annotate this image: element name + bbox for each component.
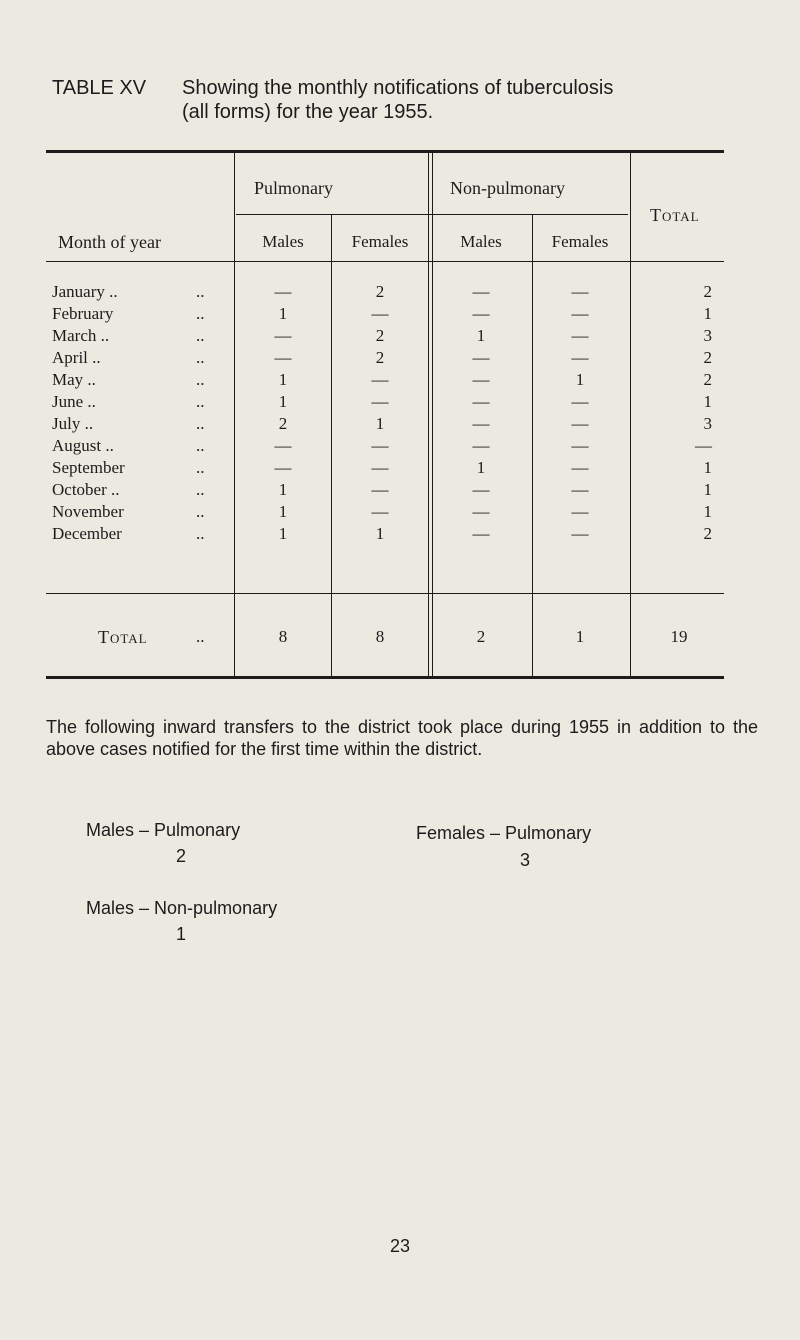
pulmonary-females-cell: 2: [375, 326, 385, 345]
grand-total: 19: [670, 627, 688, 646]
leader-dots: ..: [196, 392, 205, 411]
total-cell: 2: [703, 370, 712, 389]
pulmonary-females-cell: 1: [375, 414, 385, 433]
non-pulmonary-females-header: Females: [551, 232, 609, 251]
non-pulmonary-males-cell: —: [472, 392, 490, 411]
non-pulmonary-males-cell: —: [472, 370, 490, 389]
non-pulmonary-females-cell: —: [571, 458, 589, 477]
transfer-value: 1: [176, 924, 187, 944]
transfers-paragraph: The following inward transfers to the district took place during 1955 in addition to the above cases notified for the first time within the district.: [46, 717, 758, 759]
month-cell: July ..: [52, 414, 94, 433]
transfer-label: Males – Pulmonary: [86, 820, 241, 840]
pulmonary-females-cell: 2: [375, 282, 385, 301]
pulmonary-males-cell: 1: [278, 524, 288, 543]
table-row: [46, 436, 724, 458]
non-pulmonary-males-cell: —: [472, 480, 490, 499]
non-pulmonary-females-cell: —: [571, 502, 589, 521]
non-pulmonary-header: Non-pulmonary: [450, 178, 565, 198]
leader-dots: ..: [196, 370, 205, 389]
total-cell: 1: [703, 480, 712, 499]
page-number: 23: [389, 1236, 411, 1256]
non-pulmonary-males-cell: 1: [476, 326, 486, 345]
total-cell: 1: [703, 502, 712, 521]
leader-dots: ..: [196, 326, 205, 345]
transfer-value: 2: [176, 846, 187, 866]
pulmonary-males-cell: —: [274, 326, 292, 345]
pulmonary-females-cell: —: [371, 458, 389, 477]
table-row: [46, 348, 724, 370]
pulmonary-females-cell: —: [371, 304, 389, 323]
non-pulmonary-males-total: 2: [476, 627, 486, 646]
non-pulmonary-males-cell: —: [472, 502, 490, 521]
month-cell: January ..: [52, 282, 118, 301]
total-cell: —: [695, 436, 712, 455]
non-pulmonary-females-cell: —: [571, 436, 589, 455]
month-cell: April ..: [52, 348, 101, 367]
pulmonary-females-cell: 2: [375, 348, 385, 367]
non-pulmonary-males-cell: —: [472, 304, 490, 323]
table-bottom-rule: [46, 676, 724, 679]
table-row: [46, 326, 724, 348]
table-row: [46, 282, 724, 304]
pulmonary-males-cell: —: [274, 282, 292, 301]
pulmonary-header: Pulmonary: [254, 178, 333, 198]
table-row: [46, 414, 724, 436]
month-cell: August ..: [52, 436, 114, 455]
transfer-label: Males – Non-pulmonary: [86, 898, 278, 918]
pulmonary-males-cell: 1: [278, 480, 288, 499]
table-row: [46, 304, 724, 326]
non-pulmonary-females-cell: —: [571, 414, 589, 433]
month-cell: May ..: [52, 370, 96, 389]
month-cell: December: [52, 524, 122, 543]
table-caption-line-1: Showing the monthly notifications of tuberculosis: [182, 77, 614, 99]
non-pulmonary-females-total: 1: [575, 627, 585, 646]
leader-dots: ..: [196, 348, 205, 367]
pulmonary-males-cell: —: [274, 348, 292, 367]
non-pulmonary-females-cell: —: [571, 304, 589, 323]
notifications-table: [46, 150, 724, 680]
total-column-header: Total: [650, 205, 700, 225]
month-cell: October ..: [52, 480, 120, 499]
header-bottom-rule: [46, 261, 724, 262]
leader-dots: ..: [196, 524, 205, 543]
pulmonary-males-cell: 1: [278, 370, 288, 389]
non-pulmonary-males-cell: —: [472, 436, 490, 455]
leader-dots: ..: [196, 480, 205, 499]
non-pulmonary-females-cell: —: [571, 326, 589, 345]
total-cell: 1: [703, 304, 712, 323]
month-cell: June ..: [52, 392, 96, 411]
leader-dots: ..: [196, 282, 205, 301]
non-pulmonary-females-cell: —: [571, 348, 589, 367]
pulmonary-females-cell: —: [371, 480, 389, 499]
table-row: [46, 392, 724, 414]
pulmonary-females-cell: —: [371, 436, 389, 455]
non-pulmonary-males-cell: —: [472, 282, 490, 301]
total-cell: 2: [703, 524, 712, 543]
table-row: [46, 370, 724, 392]
table-row: [46, 524, 724, 546]
table-top-rule: [46, 150, 724, 153]
non-pulmonary-females-cell: —: [571, 524, 589, 543]
total-cell: 2: [703, 282, 712, 301]
non-pulmonary-males-header: Males: [460, 232, 502, 251]
pulmonary-females-cell: 1: [375, 524, 385, 543]
total-cell: 1: [703, 392, 712, 411]
month-column-header: Month of year: [58, 232, 161, 252]
non-pulmonary-females-cell: —: [571, 392, 589, 411]
non-pulmonary-females-cell: 1: [575, 370, 585, 389]
pulmonary-males-cell: —: [274, 458, 292, 477]
total-cell: 3: [703, 414, 712, 433]
non-pulmonary-females-cell: —: [571, 480, 589, 499]
leader-dots: ..: [196, 436, 205, 455]
leader-dots: ..: [196, 627, 205, 646]
pulmonary-females-header: Females: [351, 232, 409, 251]
pulmonary-males-cell: —: [274, 436, 292, 455]
table-label: TABLE XV: [52, 77, 147, 99]
table-row: [46, 502, 724, 524]
month-cell: September: [52, 458, 125, 477]
leader-dots: ..: [196, 304, 205, 323]
non-pulmonary-males-cell: —: [472, 348, 490, 367]
month-cell: February: [52, 304, 114, 323]
pulmonary-males-header: Males: [262, 232, 304, 251]
table-row: [46, 480, 724, 502]
pulmonary-males-cell: 1: [278, 502, 288, 521]
total-top-rule: [46, 593, 724, 594]
total-cell: 1: [703, 458, 712, 477]
transfer-value: 3: [520, 850, 531, 870]
leader-dots: ..: [196, 458, 205, 477]
non-pulmonary-females-cell: —: [571, 282, 589, 301]
table-row: [46, 458, 724, 480]
pulmonary-males-cell: 1: [278, 304, 288, 323]
pulmonary-females-total: 8: [375, 627, 385, 646]
pulmonary-males-cell: 2: [278, 414, 288, 433]
pulmonary-males-cell: 1: [278, 392, 288, 411]
pulmonary-females-cell: —: [371, 392, 389, 411]
month-cell: November: [52, 502, 124, 521]
non-pulmonary-males-cell: —: [472, 414, 490, 433]
transfer-label: Females – Pulmonary: [416, 823, 592, 843]
non-pulmonary-males-cell: —: [472, 524, 490, 543]
pulmonary-females-cell: —: [371, 502, 389, 521]
pulmonary-females-cell: —: [371, 370, 389, 389]
total-row: [46, 627, 724, 651]
month-cell: March ..: [52, 326, 110, 345]
total-cell: 2: [703, 348, 712, 367]
pulmonary-males-total: 8: [278, 627, 288, 646]
table-caption-line-2: (all forms) for the year 1955.: [182, 101, 434, 123]
leader-dots: ..: [196, 502, 205, 521]
leader-dots: ..: [196, 414, 205, 433]
non-pulmonary-males-cell: 1: [476, 458, 486, 477]
total-cell: 3: [703, 326, 712, 345]
total-row-label: Total: [98, 627, 148, 647]
